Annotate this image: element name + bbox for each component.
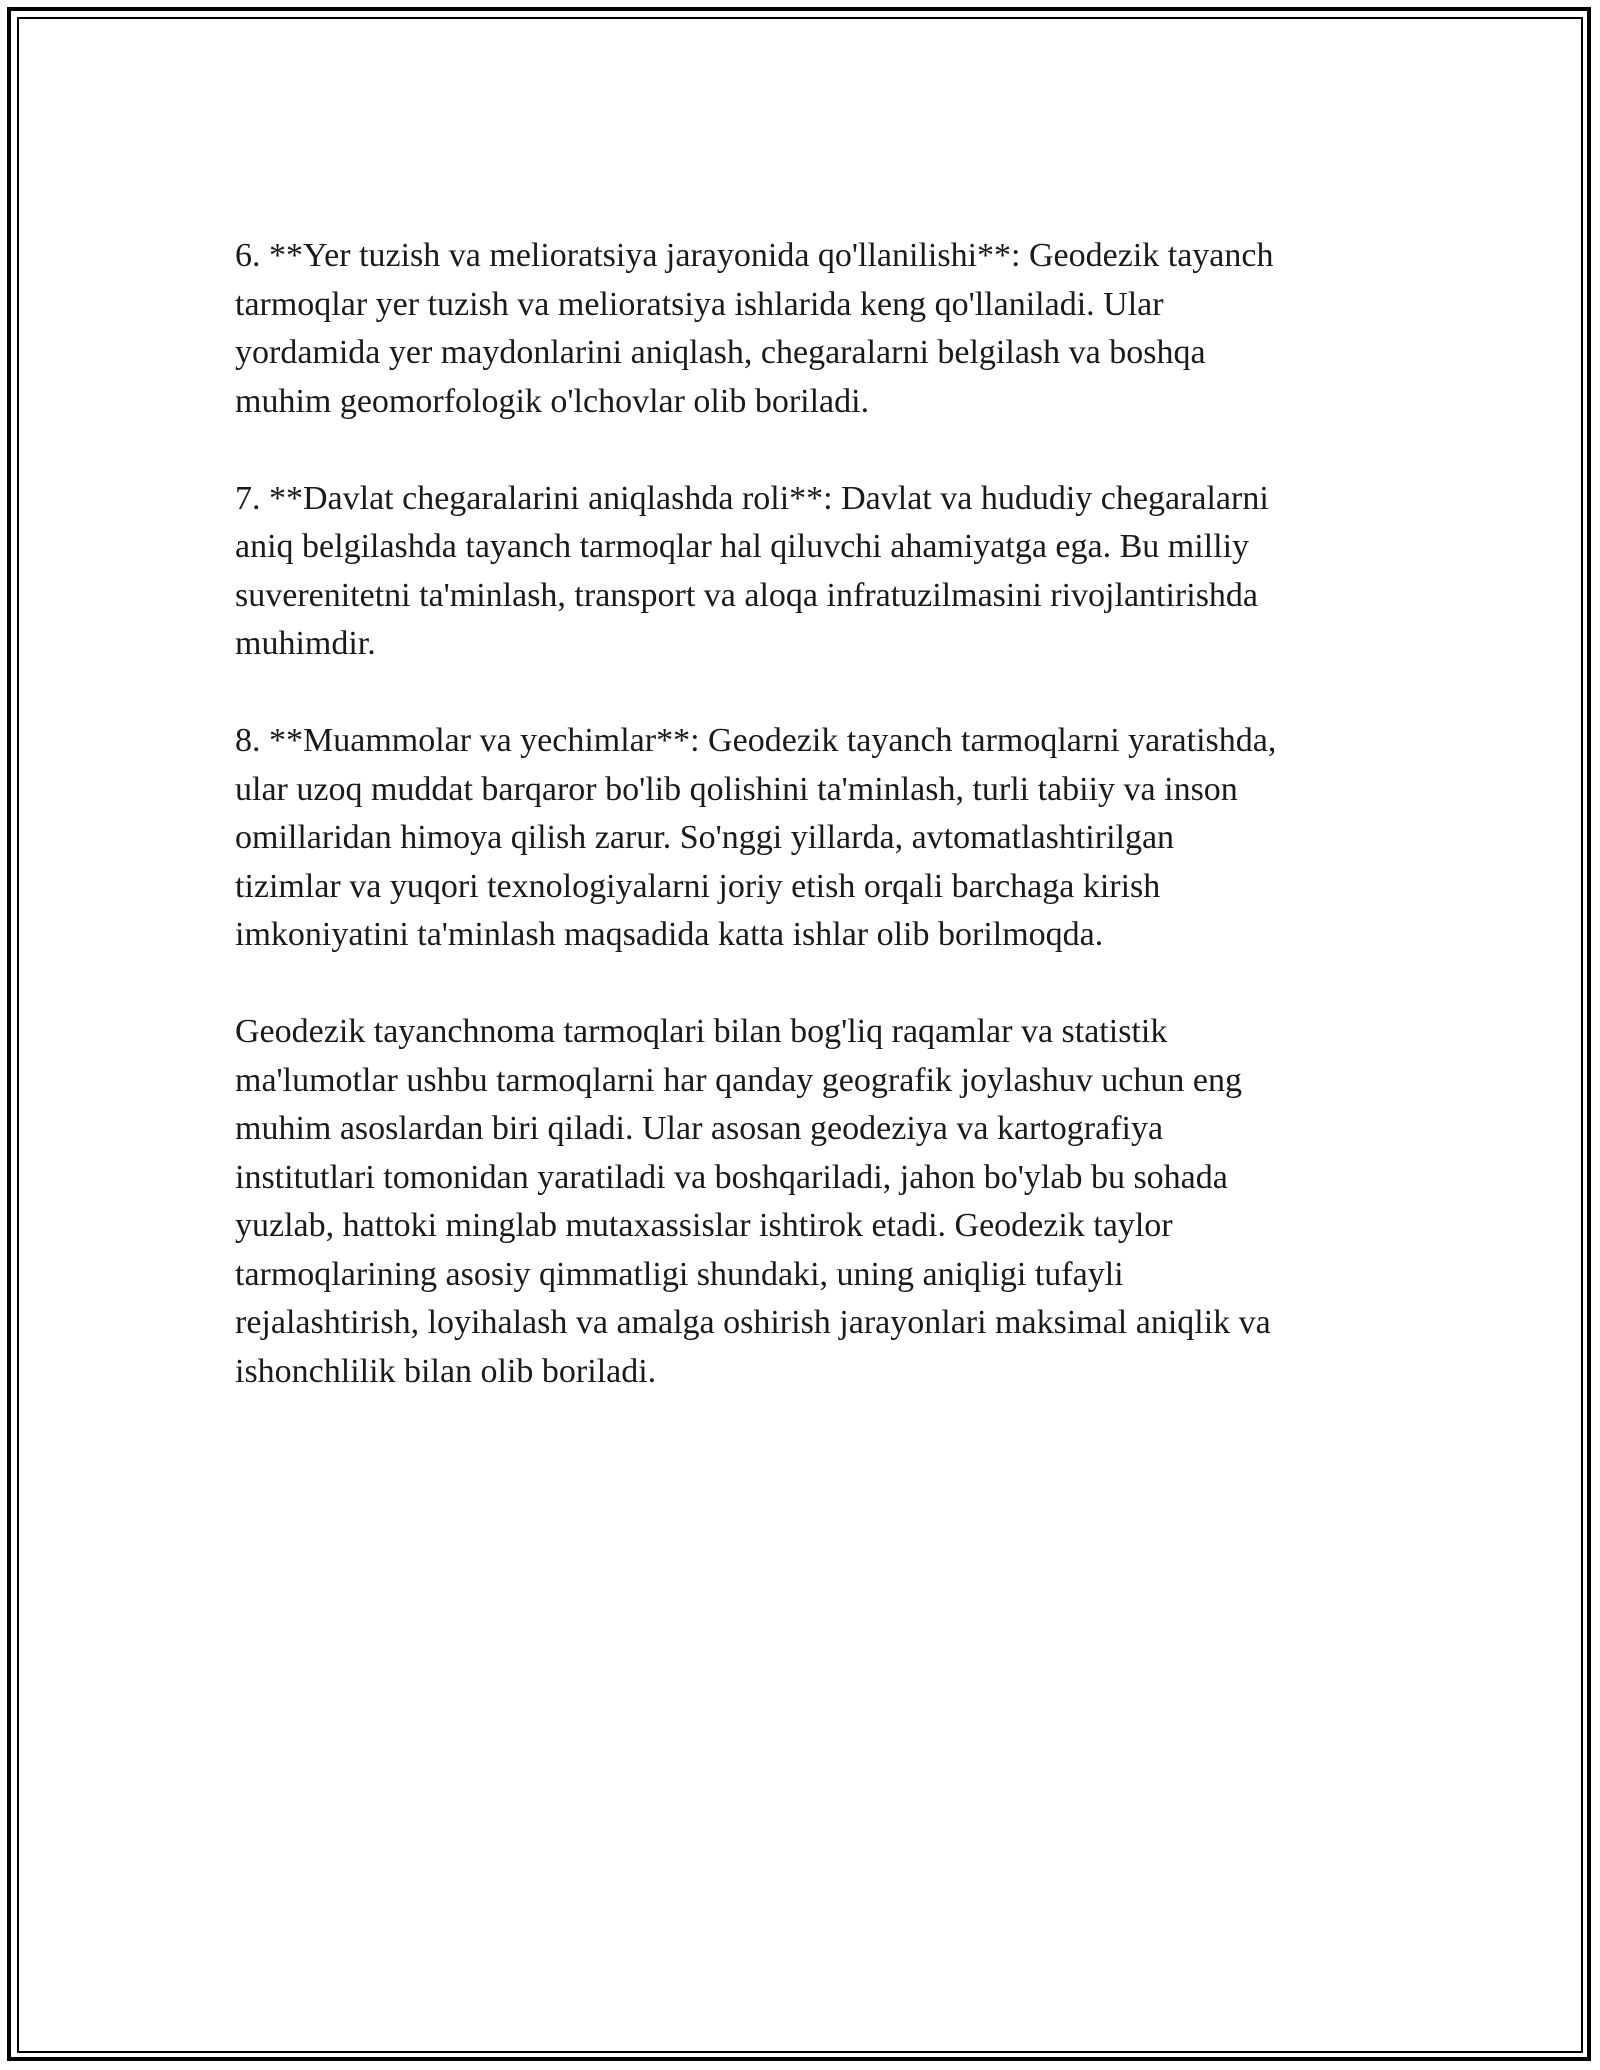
text-line: ishonchlilik bilan olib boriladi. <box>235 1352 657 1390</box>
text-line: imkoniyatini ta'minlash maqsadida katta ishlar olib borilmoqda. <box>235 916 1104 953</box>
paragraph-conclusion <box>235 1008 1375 1396</box>
text-line: muhim geomorfologik o'lchovlar olib boriladi. <box>235 382 870 420</box>
text-line: aniq belgilashda tayanch tarmoqlar hal qiluvchi ahamiyatga ega. Bu milliy <box>235 528 1250 565</box>
text-line: rejalashtirish, loyihalash va amalga oshirish jarayonlari maksimal aniqlik va <box>235 1304 1271 1341</box>
paragraph-item-6 <box>235 232 1375 426</box>
text-line: yuzlab, hattoki minglab mutaxassislar ishtirok etadi. Geodezik taylor <box>235 1207 1173 1244</box>
text-line: tizimlar va yuqori texnologiyalarni joriy etish orqali barchaga kirish <box>235 867 1161 905</box>
text-line: omillaridan himoya qilish zarur. So'nggi yillarda, avtomatlashtirilgan <box>235 819 1175 856</box>
text-line: 6. **Yer tuzish va melioratsiya jarayonida qo'llanilishi**: Geodezik tayanch <box>235 237 1274 274</box>
text-line: tarmoqlarining asosiy qimmatligi shundaki, uning aniqligi tufayli <box>235 1255 1124 1293</box>
text-line: ma'lumotlar ushbu tarmoqlarni har qanday geografik joylashuv uchun eng <box>235 1061 1242 1099</box>
text-line: yordamida yer maydonlarini aniqlash, chegaralarni belgilash va boshqa <box>235 334 1206 371</box>
paragraph-item-7 <box>235 475 1375 669</box>
text-line: institutlari tomonidan yaratiladi va boshqariladi, jahon bo'ylab bu sohada <box>235 1158 1228 1196</box>
document-body <box>235 232 1375 1445</box>
text-line: ular uzoq muddat barqaror bo'lib qolishini ta'minlash, turli tabiiy va inson <box>235 770 1238 808</box>
text-line: suverenitetni ta'minlash, transport va aloqa infratuzilmasini rivojlantirishda <box>235 576 1259 614</box>
paragraph-item-8 <box>235 717 1375 960</box>
text-line: muhimdir. <box>235 625 376 662</box>
text-line: 8. **Muammolar va yechimlar**: Geodezik tayanch tarmoqlarni yaratishda, <box>235 722 1277 759</box>
text-line: 7. **Davlat chegaralarini aniqlashda roli**: Davlat va hududiy chegaralarni <box>235 479 1269 517</box>
text-line: tarmoqlar yer tuzish va melioratsiya ishlarida keng qo'llaniladi. Ular <box>235 285 1164 323</box>
text-line: muhim asoslardan biri qiladi. Ular asosan geodeziya va kartografiya <box>235 1110 1164 1147</box>
text-line: Geodezik tayanchnoma tarmoqlari bilan bog'liq raqamlar va statistik <box>235 1013 1168 1050</box>
